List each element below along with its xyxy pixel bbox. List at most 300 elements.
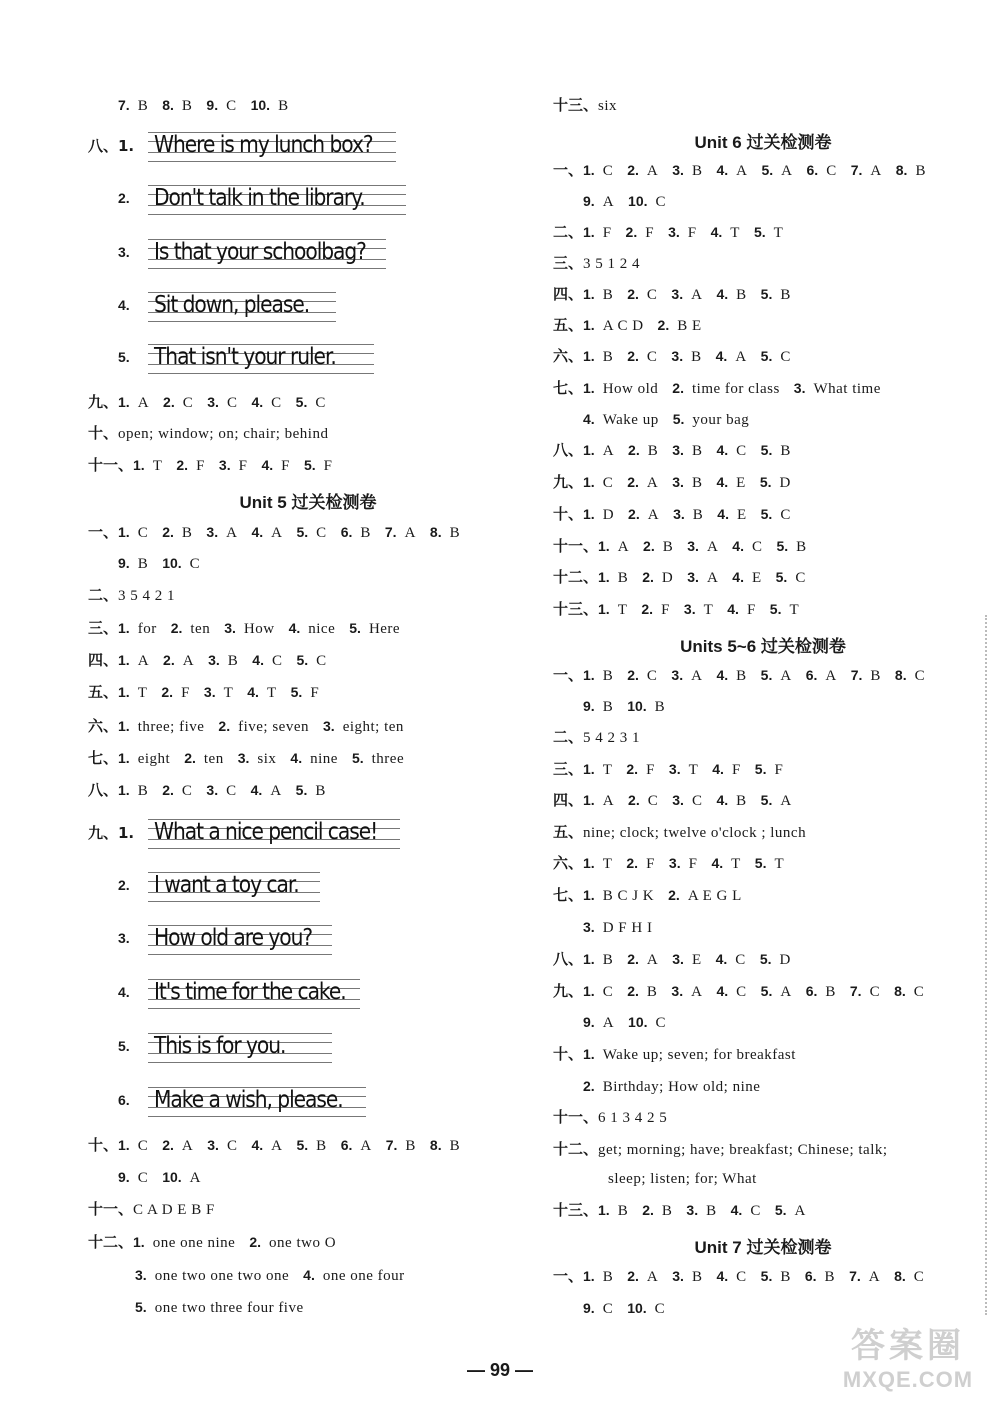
question-number: 4. <box>711 855 724 871</box>
question-number: 3. <box>672 1268 684 1284</box>
answer-text: get; morning; have; breakfast; Chinese; talk; <box>598 1142 888 1158</box>
section-number: 九、 <box>553 982 584 1000</box>
question-number: 2. <box>583 1078 595 1094</box>
four-line-writing-box <box>148 815 400 849</box>
answer-line <box>553 504 805 525</box>
section-number: 八、 <box>553 950 584 968</box>
answer-text: B <box>602 1269 614 1285</box>
answer-line <box>583 696 679 717</box>
answer-text: A <box>780 793 792 809</box>
answer-text: A <box>602 443 615 459</box>
answer-text: C A D E B F <box>133 1202 215 1218</box>
answer-text: B <box>654 699 666 715</box>
answer-text: B <box>691 163 703 179</box>
answer-text: A <box>602 1015 615 1031</box>
question-number: 5. <box>295 394 308 410</box>
answer-text: one one nine <box>152 1235 236 1251</box>
question-number: 4. <box>247 684 259 700</box>
question-number: 5. <box>761 162 774 178</box>
question-number: 1. <box>583 951 595 967</box>
answer-line <box>583 1012 680 1033</box>
answer-text: B <box>602 952 614 968</box>
answer-line <box>88 522 474 543</box>
handwritten-sentence: This is for you. <box>154 1033 286 1059</box>
answer-text: C <box>736 1269 747 1285</box>
answer-text: E <box>736 475 746 491</box>
question-number: 5. <box>760 667 773 683</box>
question-number: 3. <box>672 792 684 808</box>
question-number: 3. <box>207 1137 219 1153</box>
answer-line <box>553 1200 820 1221</box>
question-number: 5. <box>759 474 772 490</box>
answer-line <box>118 1167 215 1188</box>
question-number: 4. <box>303 1267 315 1283</box>
answer-text: C <box>646 287 658 303</box>
answer-text: B <box>662 539 674 555</box>
question-number: 3. <box>135 1267 147 1283</box>
question-number: 8. <box>162 97 174 113</box>
answer-text: A <box>870 163 882 179</box>
question-number: 2. <box>642 569 654 585</box>
answer-text: T <box>223 685 234 701</box>
question-number: 4. <box>732 569 744 585</box>
answer-text: A <box>735 349 747 365</box>
section-number: 六、 <box>88 717 119 735</box>
answer-text: B <box>706 1203 717 1219</box>
handwritten-sentence: I want a toy car. <box>154 872 299 898</box>
answer-text: 3 5 4 2 1 <box>118 588 176 604</box>
handwriting-answer <box>88 1029 332 1063</box>
question-number: 2. <box>627 286 639 302</box>
answer-text: C <box>780 349 791 365</box>
answer-text: B <box>796 539 807 555</box>
answer-line <box>553 1107 681 1128</box>
answer-text: C <box>795 570 806 586</box>
answer-line <box>553 536 821 557</box>
answer-line <box>553 885 756 906</box>
question-number: 5. <box>135 1299 147 1315</box>
answer-text: six <box>257 751 277 767</box>
answer-text: B <box>449 525 461 541</box>
question-number: 6. <box>805 983 818 999</box>
question-number: 8. <box>429 524 442 540</box>
question-number: 1. <box>583 887 595 903</box>
page-edge-divider <box>985 615 993 1315</box>
answer-text: five; seven <box>238 719 309 735</box>
answer-line <box>553 440 805 461</box>
answer-line <box>553 853 798 874</box>
question-number: 4. <box>716 474 729 490</box>
question-number: 2. <box>628 442 640 458</box>
answer-text: D <box>779 952 791 968</box>
section-number: 十一、 <box>553 1108 599 1126</box>
answer-text: A <box>271 1138 283 1154</box>
question-number: 2. <box>627 162 639 178</box>
question-number: 5. <box>296 1137 309 1153</box>
question-number: 5. <box>349 620 361 636</box>
answer-text: A <box>182 653 195 669</box>
four-line-writing-box <box>148 1029 332 1063</box>
answer-text: B <box>602 699 614 715</box>
answer-text: C <box>647 793 659 809</box>
answer-line <box>553 315 716 336</box>
section-number: 四、 <box>553 285 584 303</box>
answer-text: A <box>781 163 793 179</box>
question-number: 8. <box>894 1268 906 1284</box>
answer-line <box>88 716 418 737</box>
answer-text: B <box>137 783 149 799</box>
answer-text: C <box>137 525 149 541</box>
answer-text: A <box>794 1203 806 1219</box>
four-line-writing-box <box>148 128 396 162</box>
question-number: 1. <box>583 1046 595 1062</box>
answer-text: A C D <box>602 318 644 334</box>
four-line-writing-box <box>148 1083 366 1117</box>
answer-text: B <box>736 287 747 303</box>
question-number: 6. <box>340 524 353 540</box>
question-number: 9. <box>583 698 595 714</box>
question-number: 3. <box>224 620 236 636</box>
answer-text: eight <box>137 751 171 767</box>
answer-text: A <box>189 1170 202 1186</box>
question-number: 2. <box>627 474 639 490</box>
question-number: 5. <box>760 1268 773 1284</box>
section-number: 十三、 <box>553 96 599 114</box>
handwriting-answer <box>88 235 386 269</box>
question-number: 4. <box>732 538 744 554</box>
answer-text: T <box>774 856 785 872</box>
answer-text: A <box>691 984 703 1000</box>
question-number: 2. <box>184 750 196 766</box>
answer-text: B <box>181 98 193 114</box>
answer-text: C <box>271 653 283 669</box>
section-number: 八、 <box>88 781 119 799</box>
answer-text: C <box>735 952 746 968</box>
section-number: 十、 <box>553 505 584 523</box>
answer-text: How <box>243 621 275 637</box>
answer-text: F <box>281 458 290 474</box>
answer-text: C <box>913 984 925 1000</box>
answer-text: C <box>913 1269 925 1285</box>
handwriting-answer <box>88 921 332 955</box>
answer-text: What time <box>813 381 881 397</box>
question-number: 2. <box>627 951 639 967</box>
question-number: 3. <box>672 442 684 458</box>
question-number: 1. <box>118 524 130 540</box>
answer-text: T <box>266 685 277 701</box>
answer-text: 6 1 3 4 2 5 <box>598 1110 668 1126</box>
question-number: 5. <box>759 951 772 967</box>
handwriting-answer <box>88 815 400 849</box>
question-number: 5. <box>760 983 773 999</box>
question-number: 3. <box>671 286 684 302</box>
section-number: 十一、 <box>553 537 599 555</box>
answer-text: D F H I <box>602 920 653 936</box>
handwritten-sentence: Is that your schoolbag? <box>154 239 366 265</box>
section-number: 十、 <box>553 1045 584 1063</box>
answer-text: B <box>602 349 614 365</box>
answer-line <box>88 650 341 671</box>
answer-text: F <box>645 225 655 241</box>
answer-text: B C J K <box>602 888 655 904</box>
question-number: 2. <box>627 983 639 999</box>
answer-text: C <box>751 539 763 555</box>
answer-text: B <box>661 1203 673 1219</box>
answer-line <box>88 780 340 801</box>
answer-text: A <box>691 287 703 303</box>
question-number: 1. <box>583 506 595 522</box>
question-number: 10. <box>627 698 647 714</box>
question-number: 8. <box>429 1137 442 1153</box>
question-number: 8. <box>894 667 907 683</box>
answer-text: F <box>774 762 784 778</box>
section-number: 十三、 <box>553 600 599 618</box>
answer-line <box>553 222 797 243</box>
question-number: 4. <box>727 601 739 617</box>
answer-line <box>88 392 340 413</box>
answer-line <box>88 682 333 703</box>
question-number: 1. <box>118 718 130 734</box>
handwritten-sentence: Make a wish, please. <box>154 1087 343 1113</box>
section-number: 六、 <box>553 854 584 872</box>
answer-text: B <box>780 443 791 459</box>
question-number: 3. <box>671 667 684 683</box>
answer-text: three <box>371 751 405 767</box>
answer-line <box>583 191 680 212</box>
answer-text: C <box>655 1015 667 1031</box>
answer-line <box>553 665 939 686</box>
answer-text: B <box>602 287 614 303</box>
answer-text: C <box>137 1170 149 1186</box>
answer-text: B <box>736 793 747 809</box>
question-number: 1. <box>583 224 595 240</box>
question-number: 2. <box>249 1234 262 1250</box>
answer-text: B <box>691 349 702 365</box>
question-number: 1. <box>598 569 610 585</box>
answer-text: one one four <box>322 1268 405 1284</box>
answer-line <box>553 599 813 620</box>
answer-text: C <box>189 556 201 572</box>
question-number: 1. <box>133 1234 145 1250</box>
answer-text: three; five <box>137 719 205 735</box>
question-number: 10. <box>162 1169 182 1185</box>
question-number: 3. <box>203 684 216 700</box>
answer-line <box>583 1076 774 1097</box>
answer-text: A <box>602 793 615 809</box>
question-number: 2. <box>161 684 174 700</box>
question-number: 5. <box>760 442 773 458</box>
answer-text: C <box>654 1301 666 1317</box>
answer-text: A <box>825 668 837 684</box>
section-number: 二、 <box>553 223 584 241</box>
answer-line <box>88 1199 229 1220</box>
answer-text: B <box>316 1138 327 1154</box>
question-number: 2. <box>626 855 639 871</box>
question-number: 1. <box>583 667 595 683</box>
answer-text: B <box>137 556 149 572</box>
question-number: 2. <box>628 792 640 808</box>
handwritten-sentence: What a nice pencil case! <box>154 819 378 845</box>
answer-text: A <box>706 539 719 555</box>
section-number: 十一、 <box>88 1200 134 1218</box>
answer-text: C <box>602 1301 614 1317</box>
question-number: 4. <box>251 524 264 540</box>
question-number: 2. <box>641 601 654 617</box>
answer-text: T <box>731 856 741 872</box>
question-number: 2. <box>628 506 640 522</box>
question-number: 2. <box>627 667 639 683</box>
answer-text: Wake up; seven; for breakfast <box>602 1047 796 1063</box>
question-number: 1. <box>583 286 595 302</box>
question-number: 3. <box>118 930 130 946</box>
answer-line <box>553 378 895 399</box>
four-line-writing-box <box>148 921 332 955</box>
question-number: 3. <box>686 1202 699 1218</box>
answer-text: T <box>602 762 613 778</box>
question-number: 7. <box>850 667 863 683</box>
answer-line <box>88 585 189 606</box>
answer-text: B <box>736 668 747 684</box>
answer-text: C <box>602 163 614 179</box>
answer-text: T <box>137 685 148 701</box>
question-number: 7. <box>385 1137 398 1153</box>
question-number: 1. <box>583 317 595 333</box>
question-number: 5. <box>295 782 308 798</box>
answer-text: Here <box>368 621 401 637</box>
question-number: 5. <box>754 761 767 777</box>
section-number: 六、 <box>553 347 584 365</box>
handwritten-sentence: Don't talk in the library. <box>154 185 365 211</box>
question-number: 3. <box>673 506 685 522</box>
answer-line <box>553 160 940 181</box>
answer-text: A <box>617 539 630 555</box>
question-number: 2. <box>668 887 680 903</box>
answer-text: F <box>646 762 655 778</box>
answer-text: your bag <box>692 412 750 428</box>
question-number: 6. <box>340 1137 353 1153</box>
question-number: 4. <box>716 442 729 458</box>
question-number: 3. <box>118 244 130 260</box>
answer-text: F <box>646 856 655 872</box>
answer-text: B <box>824 1269 836 1285</box>
answer-text: C <box>226 783 237 799</box>
section-number: 二、 <box>553 728 584 746</box>
answer-text: T <box>617 602 628 618</box>
question-number: 3. <box>206 782 219 798</box>
answer-line <box>553 1266 938 1287</box>
answer-text: A <box>226 525 238 541</box>
question-number: 2. <box>626 761 639 777</box>
answer-line <box>88 1135 474 1156</box>
handwritten-sentence: Where is my lunch box? <box>154 132 373 158</box>
question-number: 7. <box>118 97 130 113</box>
answer-line <box>118 95 303 116</box>
answer-text: ten <box>190 621 211 637</box>
answer-text: F <box>688 856 698 872</box>
answer-text: F <box>196 458 205 474</box>
answer-text: one two one two one <box>154 1268 290 1284</box>
section-number: 七、 <box>553 379 584 397</box>
question-number: 4. <box>715 348 728 364</box>
four-line-writing-box <box>148 288 336 322</box>
question-number: 10. <box>628 193 648 209</box>
question-number: 9. <box>583 193 595 209</box>
watermark-logo: 答案圈 <box>851 1327 965 1365</box>
question-number: 2. <box>162 782 174 798</box>
question-number: 4. <box>716 792 729 808</box>
question-number: 1. <box>583 792 595 808</box>
answer-line <box>583 409 763 430</box>
answer-text: C <box>137 1138 149 1154</box>
answer-text: A <box>137 395 150 411</box>
answer-text: F <box>746 602 756 618</box>
question-number: 4. <box>250 782 263 798</box>
answer-text: B <box>780 1269 791 1285</box>
question-number: 6. <box>804 1268 817 1284</box>
answer-text: F <box>181 685 190 701</box>
answer-line <box>553 759 797 780</box>
answer-text: E <box>751 570 762 586</box>
question-number: 3. <box>672 951 684 967</box>
question-number: 1. <box>118 684 130 700</box>
answer-text: nice <box>308 621 336 637</box>
question-number: 1. <box>583 761 595 777</box>
question-number: 3. <box>668 855 681 871</box>
question-number: 2. <box>218 718 231 734</box>
question-number: 2. <box>657 317 670 333</box>
four-line-writing-box <box>148 975 360 1009</box>
answer-text: B <box>602 668 614 684</box>
answer-line <box>553 949 805 970</box>
question-number: 7. <box>384 524 397 540</box>
section-number: 七、 <box>88 749 119 767</box>
answer-text: one two O <box>269 1235 337 1251</box>
question-number: 5. <box>760 506 773 522</box>
question-number: 4. <box>716 286 729 302</box>
answer-text: C <box>316 525 327 541</box>
watermark <box>828 1318 988 1408</box>
question-number: 9. <box>583 1014 595 1030</box>
answer-text: C <box>655 194 667 210</box>
answer-text: C <box>602 984 614 1000</box>
question-number: 4. <box>583 411 595 427</box>
section-number: 五、 <box>88 683 119 701</box>
answer-text: C <box>602 475 614 491</box>
answer-text: F <box>661 602 670 618</box>
answer-text: B <box>405 1138 416 1154</box>
answer-text: A <box>780 668 792 684</box>
question-number: 8. <box>895 162 908 178</box>
answer-line <box>553 822 820 843</box>
answer-line <box>553 567 820 588</box>
question-number: 5. <box>296 652 309 668</box>
question-number: 1. <box>598 601 610 617</box>
answer-text: F <box>687 225 697 241</box>
answer-text: A <box>868 1269 881 1285</box>
answer-text: A <box>706 570 719 586</box>
section-number: 十二、 <box>553 568 599 586</box>
question-number: 5. <box>775 569 788 585</box>
section-number: 四、 <box>88 651 119 669</box>
question-number: 3. <box>671 348 684 364</box>
question-number: 1. <box>583 1268 595 1284</box>
question-number: 7. <box>849 983 862 999</box>
question-number: 2. <box>170 620 183 636</box>
answer-text: Birthday; How old; nine <box>602 1079 761 1095</box>
question-number: 4. <box>710 224 723 240</box>
answer-text: A <box>780 984 792 1000</box>
question-number: 4. <box>716 983 729 999</box>
